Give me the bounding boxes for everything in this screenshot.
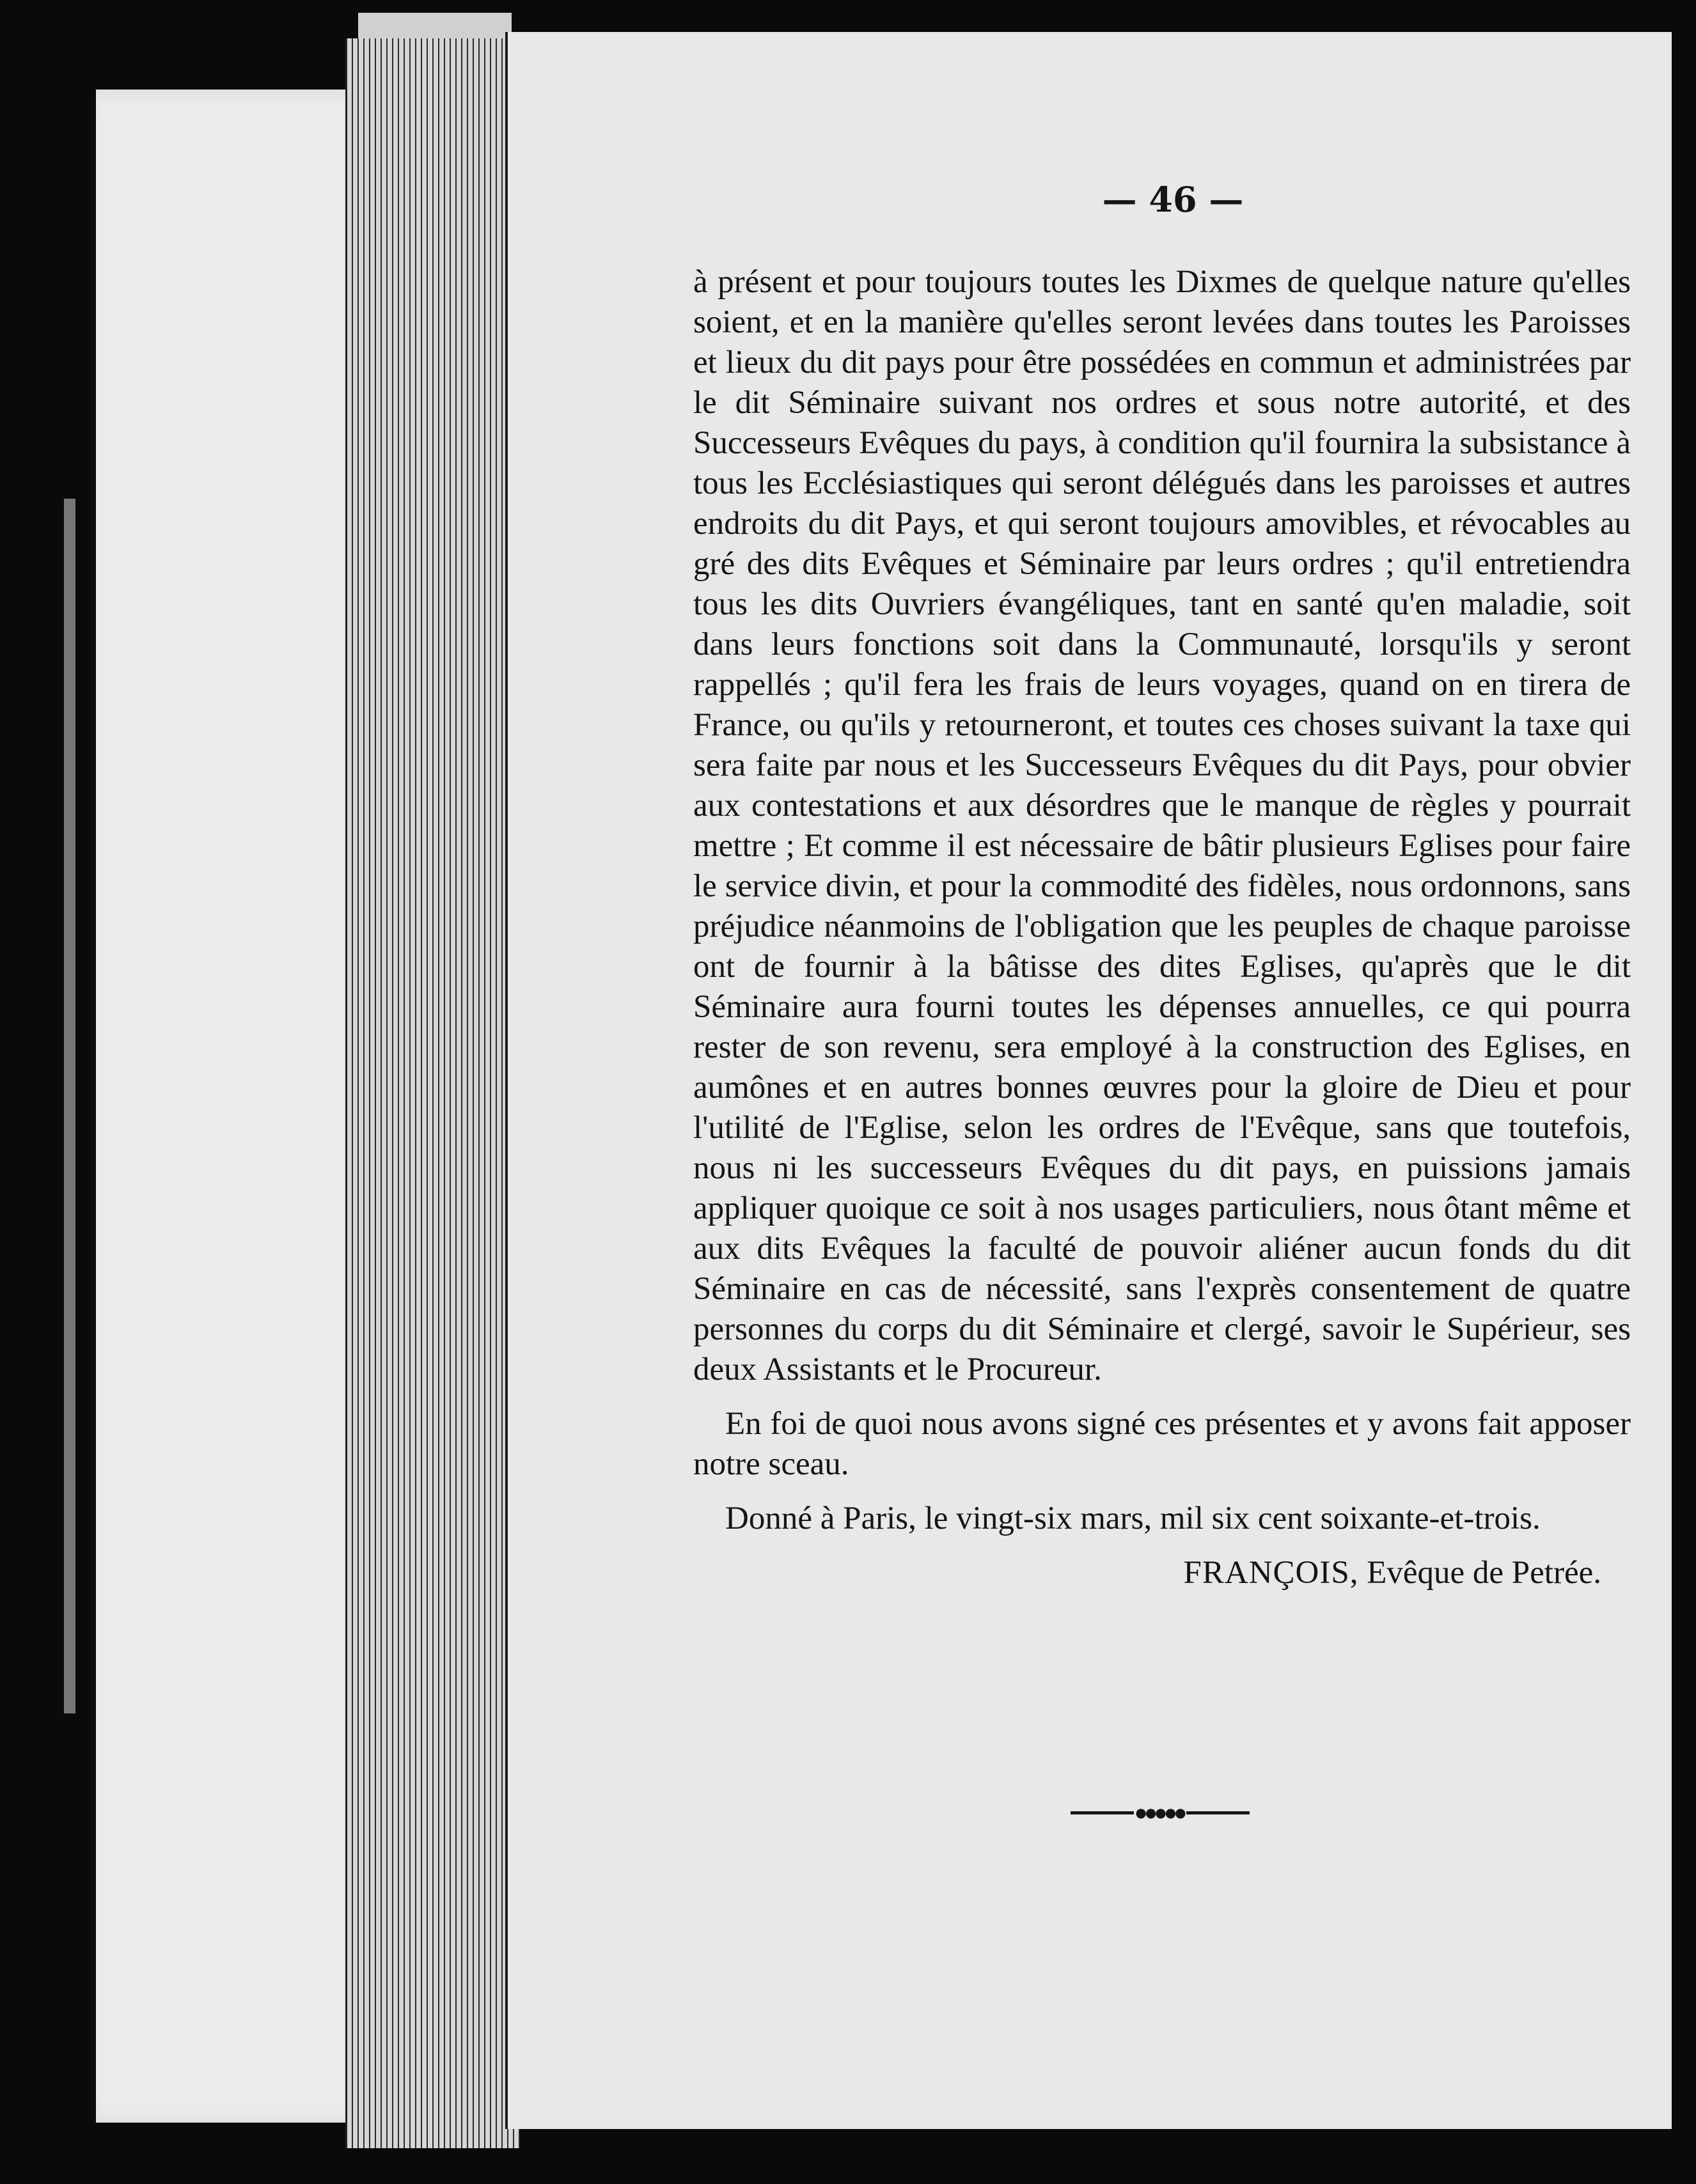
signature [693, 1553, 1631, 1593]
body-text [693, 262, 1631, 1593]
paragraph-date: Donné à Paris, le vingt-six mars, mil six cent soixante-et-trois. [725, 1501, 1541, 1536]
ornament-rule [1071, 1806, 1250, 1819]
page-edges [345, 38, 520, 2148]
page-number: — 46 — [1102, 179, 1244, 220]
signature-name: FRANÇOIS, [1183, 1555, 1359, 1591]
paragraph-decree: à présent et pour toujours toutes les Dixmes de quelque nature qu'elles soient, et en la manière qu'elles seront levées dans toutes les Paroisses et lieux du dit pays pour être possédées en commun et administrées par le dit Séminaire suivant nos ordres et sous notre autorité, et des Successeurs Evêques du pays, à condition qu'il fournira la subsistance à tous les Ecclésiastiques qui seront délégués dans les paroisses et autres endroits du dit Pays, et qui seront toujours amovibles, et révocables au gré des dits Evêques et Séminaire par leurs ordres ; qu'il entretiendra tous les dits Ouvriers évangéliques, tant en santé qu'en maladie, soit dans leurs fonctions soit dans la Communauté, lorsqu'ils y seront rappellés ; qu'il fera les frais de leurs voyages, quand on en tirera de France, ou qu'ils y retourneront, et toutes ces choses suivant la taxe qui sera faite par nous et les Successeurs Evêques du dit Pays, pour obvier aux contestations et aux désordres que le manque de règles y pourrait mettre ; Et comme il est nécessaire de bâtir plusieurs Eglises pour faire le service divin, et pour la commodité des fidèles, nous ordonnons, sans préjudice néanmoins de l'obligation que les peuples de chaque paroisse ont de fournir à la bâtisse des dites Eglises, qu'après que le dit Séminaire aura fourni toutes les dépenses annuelles, ce qui pourra rester de son revenu, sera employé à la construction des Eglises, en aumônes et en autres bonnes œuvres pour la gloire de Dieu et pour l'utilité de l'Eglise, selon les ordres de l'Evêque, sans que toutefois, nous ni les successeurs Evêques du dit pays, en puissions jamais appliquer quoique ce soit à nos usages particuliers, nous ôtant même et aux dits Evêques la faculté de pouvoir aliéner aucun fonds du dit Séminaire en cas de nécessité, sans l'exprès consentement de quatre personnes du corps du dit Séminaire et clergé, savoir le Supérieur, ses deux Assistants et le Procureur. [693, 264, 1631, 1387]
ornament-line-right [1186, 1811, 1250, 1814]
ornament-dots: ●●●●● [1135, 1805, 1185, 1820]
ornament-line-left [1071, 1811, 1134, 1814]
previous-page-edge [64, 499, 75, 1713]
signature-title: Evêque de Petrée. [1358, 1555, 1601, 1591]
paragraph-seal: En foi de quoi nous avons signé ces présentes et y avons fait apposer notre sceau. [693, 1406, 1631, 1482]
book-page [505, 32, 1672, 2129]
previous-page [96, 90, 384, 2123]
